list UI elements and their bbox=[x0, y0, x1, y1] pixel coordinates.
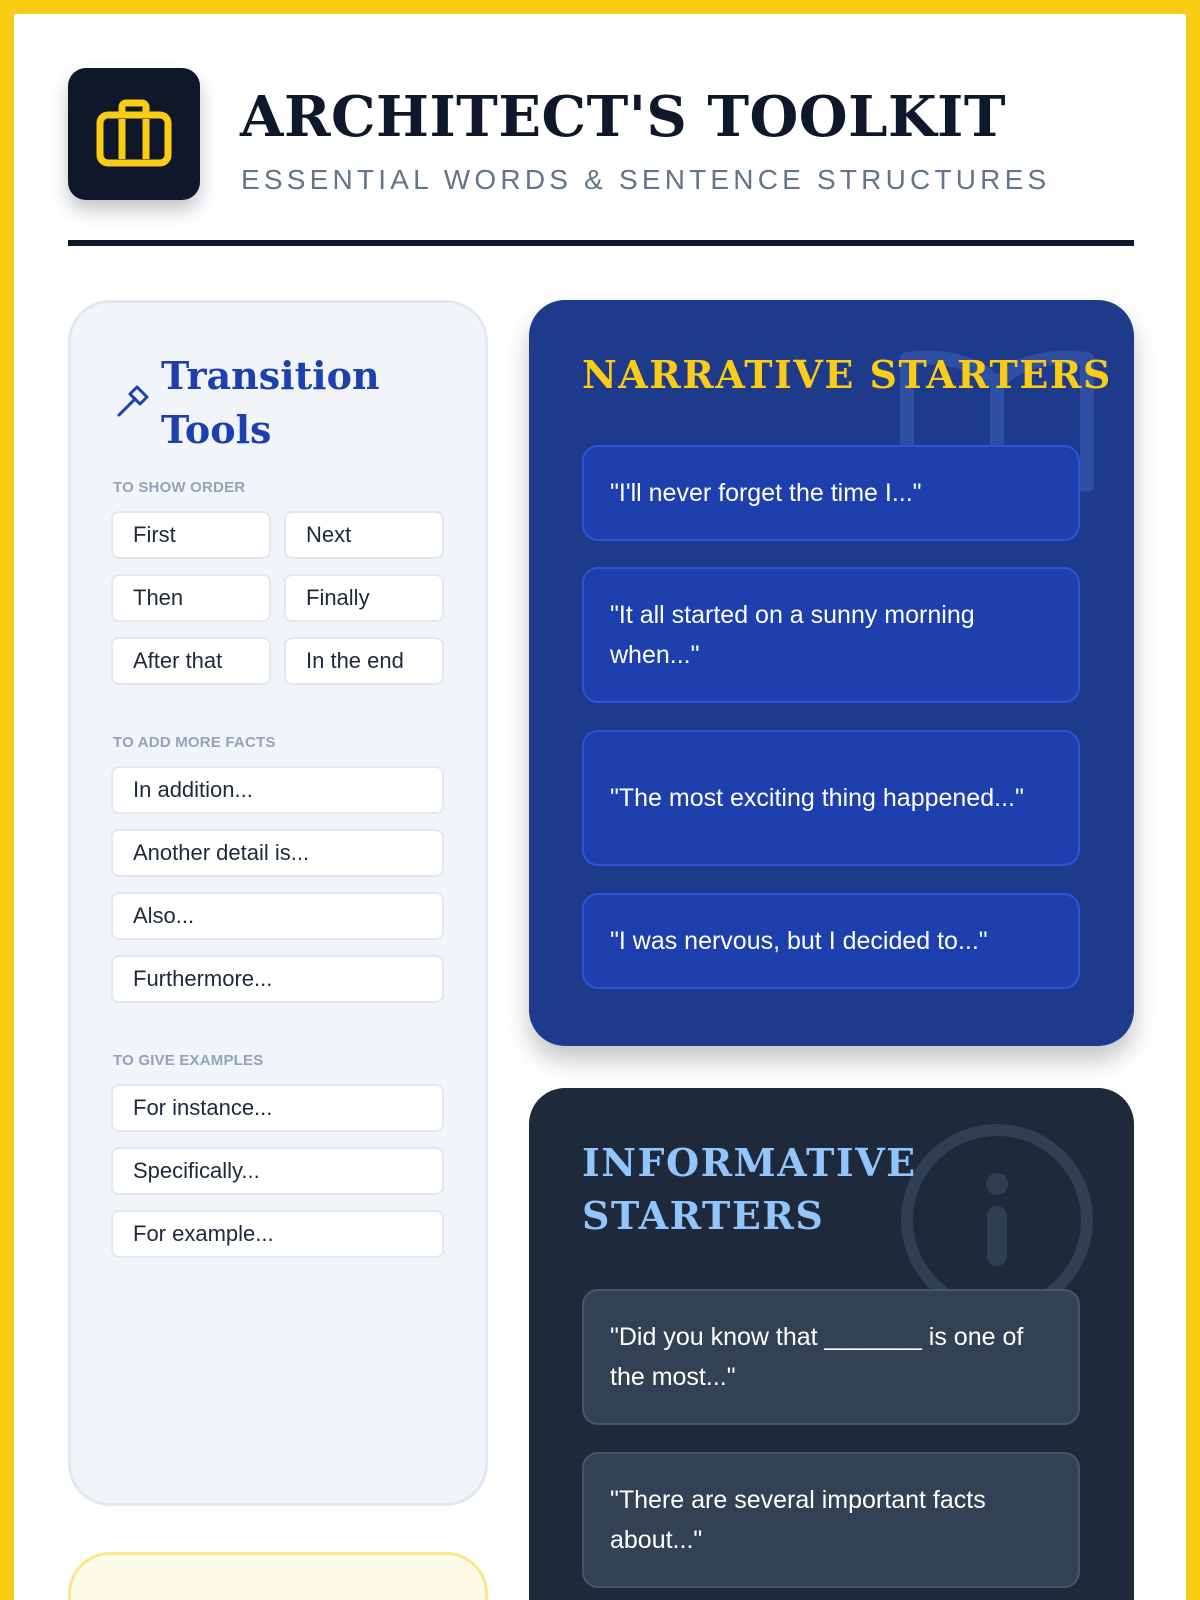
yellow-card bbox=[68, 1552, 488, 1600]
word-chip: Next bbox=[284, 511, 444, 559]
word-chip: Then bbox=[111, 574, 271, 622]
page bbox=[14, 14, 1186, 1600]
starter-card: "It all started on a sunny morning when..." bbox=[582, 567, 1080, 703]
word-chip: First bbox=[111, 511, 271, 559]
word-chip: Finally bbox=[284, 574, 444, 622]
section-label-order: TO SHOW ORDER bbox=[113, 479, 246, 496]
phrase-chip: Another detail is... bbox=[111, 829, 444, 877]
starter-card: "There are several important facts about..." bbox=[582, 1452, 1080, 1588]
phrase-chip: For example... bbox=[111, 1210, 444, 1258]
informative-starters-card bbox=[529, 1088, 1134, 1600]
transition-tools-title: Transition Tools bbox=[161, 353, 380, 452]
starter-card: "The most exciting thing happened..." bbox=[582, 730, 1080, 866]
narrative-starters-title: NARRATIVE STARTERS bbox=[582, 352, 1112, 397]
phrase-chip: Also... bbox=[111, 892, 444, 940]
phrase-chip: Specifically... bbox=[111, 1147, 444, 1195]
phrase-chip: Furthermore... bbox=[111, 955, 444, 1003]
page-title: ARCHITECT'S TOOLKIT bbox=[240, 84, 1006, 150]
briefcase-icon bbox=[96, 97, 172, 172]
page-subtitle: ESSENTIAL WORDS & SENTENCE STRUCTURES bbox=[241, 164, 1051, 195]
narrative-starters-card bbox=[529, 300, 1134, 1046]
informative-starters-title: INFORMATIVE STARTERS bbox=[582, 1140, 917, 1238]
logo-badge bbox=[68, 68, 200, 200]
header-divider bbox=[68, 240, 1134, 246]
transition-tools-card bbox=[68, 300, 488, 1506]
section-label-facts: TO ADD MORE FACTS bbox=[113, 734, 276, 751]
starter-card: "I'll never forget the time I..." bbox=[582, 445, 1080, 541]
starter-card: "I was nervous, but I decided to..." bbox=[582, 893, 1080, 989]
section-label-examples: TO GIVE EXAMPLES bbox=[113, 1052, 264, 1069]
word-chip: After that bbox=[111, 637, 271, 685]
phrase-chip: For instance... bbox=[111, 1084, 444, 1132]
starter-card: "Did you know that _______ is one of the most..." bbox=[582, 1289, 1080, 1425]
word-chip: In the end bbox=[284, 637, 444, 685]
hammer-icon bbox=[115, 383, 151, 424]
phrase-chip: In addition... bbox=[111, 766, 444, 814]
